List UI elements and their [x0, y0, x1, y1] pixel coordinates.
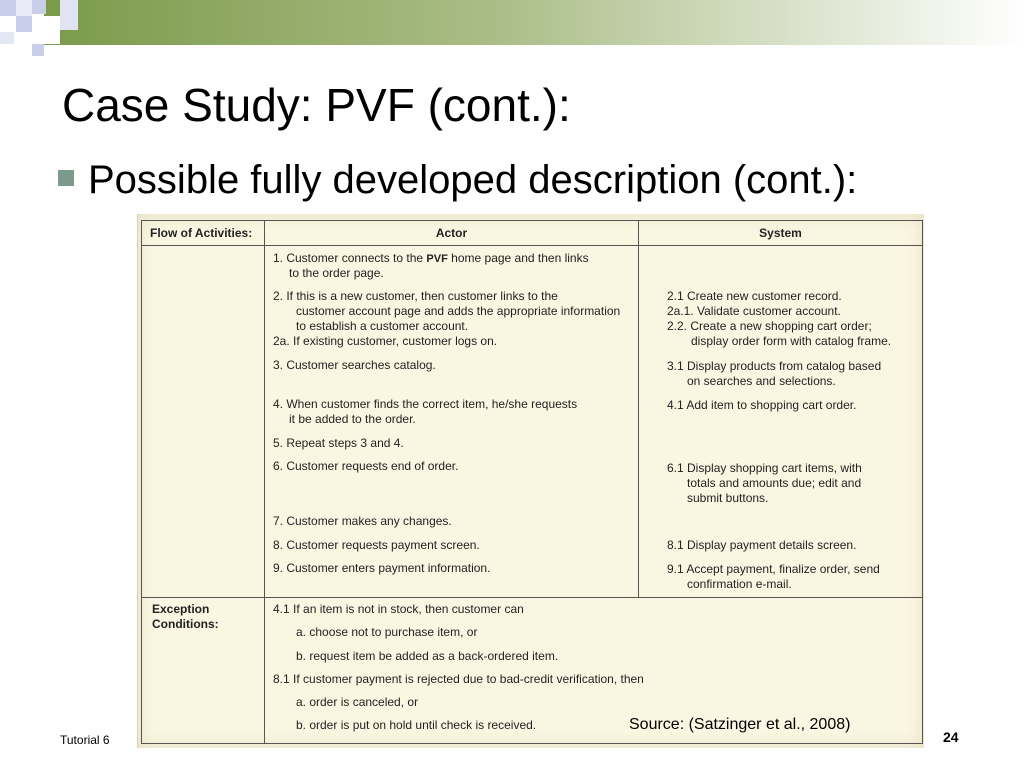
actor-line: 2. If this is a new customer, then customer links to the — [273, 289, 558, 303]
decor-square — [32, 16, 60, 44]
system-cell — [639, 246, 923, 598]
decor-square — [0, 32, 14, 44]
system-line: 2.2. Create a new shopping cart order; — [667, 319, 872, 333]
exception-line: 4.1 If an item is not in stock, then customer can — [273, 602, 524, 616]
bullet-square-icon — [58, 170, 74, 186]
actor-line: 3. Customer searches catalog. — [273, 358, 436, 372]
system-line: totals and amounts due; edit and — [687, 476, 862, 490]
header-gradient-bar — [44, 0, 1024, 45]
decor-square — [0, 0, 16, 16]
decor-square — [16, 16, 32, 32]
system-line: 6.1 Display shopping cart items, with — [667, 461, 862, 475]
actor-line: to establish a customer account. — [296, 319, 469, 333]
system-line: 4.1 Add item to shopping cart order. — [667, 398, 857, 412]
exception-line: a. order is canceled, or — [296, 695, 419, 709]
system-line: submit buttons. — [687, 491, 769, 505]
actor-line: 9. Customer enters payment information. — [273, 561, 491, 575]
exception-line: 8.1 If customer payment is rejected due to bad-credit verification, then — [273, 672, 644, 686]
system-line: 9.1 Accept payment, finalize order, send — [667, 562, 880, 576]
source-citation: Source: (Satzinger et al., 2008) — [625, 716, 854, 734]
decor-square — [60, 0, 78, 30]
page-number: 24 — [943, 729, 959, 745]
system-line: 2a.1. Validate customer account. — [667, 304, 841, 318]
exception-line: b. order is put on hold until check is received. — [296, 718, 537, 732]
actor-cell — [265, 246, 639, 598]
decor-square — [32, 0, 46, 14]
actor-line: 1. Customer connects to the PVF home page and then links — [273, 251, 589, 265]
system-line: display order form with catalog frame. — [691, 334, 892, 348]
flow-of-activities-label: Flow of Activities: — [142, 221, 265, 246]
actor-line: 2a. If existing customer, customer logs on. — [273, 334, 498, 348]
exception-label-line: Exception — [152, 602, 210, 616]
exception-line: a. choose not to purchase item, or — [296, 625, 478, 639]
decor-square — [32, 44, 44, 56]
use-case-table — [141, 220, 923, 744]
flow-row — [142, 246, 923, 598]
system-line: 3.1 Display products from catalog based — [667, 359, 882, 373]
system-header: System — [639, 221, 923, 246]
actor-line: 5. Repeat steps 3 and 4. — [273, 436, 404, 450]
system-line: 8.1 Display payment details screen. — [667, 538, 857, 552]
actor-line: to the order page. — [289, 266, 384, 280]
actor-line: it be added to the order. — [289, 412, 416, 426]
table-header-row — [142, 221, 923, 246]
exception-label-cell — [142, 598, 265, 744]
system-line: confirmation e-mail. — [687, 577, 792, 591]
bullet-item — [58, 158, 857, 203]
pvf-highlight: PVF — [426, 253, 448, 265]
actor-line: 7. Customer makes any changes. — [273, 514, 452, 528]
scanned-use-case-table — [137, 214, 924, 748]
exception-label-line: Conditions: — [152, 617, 219, 631]
exception-line: b. request item be added as a back-ordered item. — [296, 649, 559, 663]
actor-line: 8. Customer requests payment screen. — [273, 538, 480, 552]
actor-header: Actor — [265, 221, 639, 246]
actor-line: 6. Customer requests end of order. — [273, 459, 459, 473]
bullet-text: Possible fully developed description (cont.): — [88, 158, 858, 202]
decor-square — [16, 0, 32, 16]
footer-label: Tutorial 6 — [60, 733, 110, 747]
system-line: on searches and selections. — [687, 374, 836, 388]
actor-line: customer account page and adds the appropriate information — [296, 304, 621, 318]
system-line: 2.1 Create new customer record. — [667, 289, 842, 303]
actor-line: 4. When customer finds the correct item, he/she requests — [273, 397, 578, 411]
slide-title: Case Study: PVF (cont.): — [62, 79, 571, 131]
flow-label-cell — [142, 246, 265, 598]
